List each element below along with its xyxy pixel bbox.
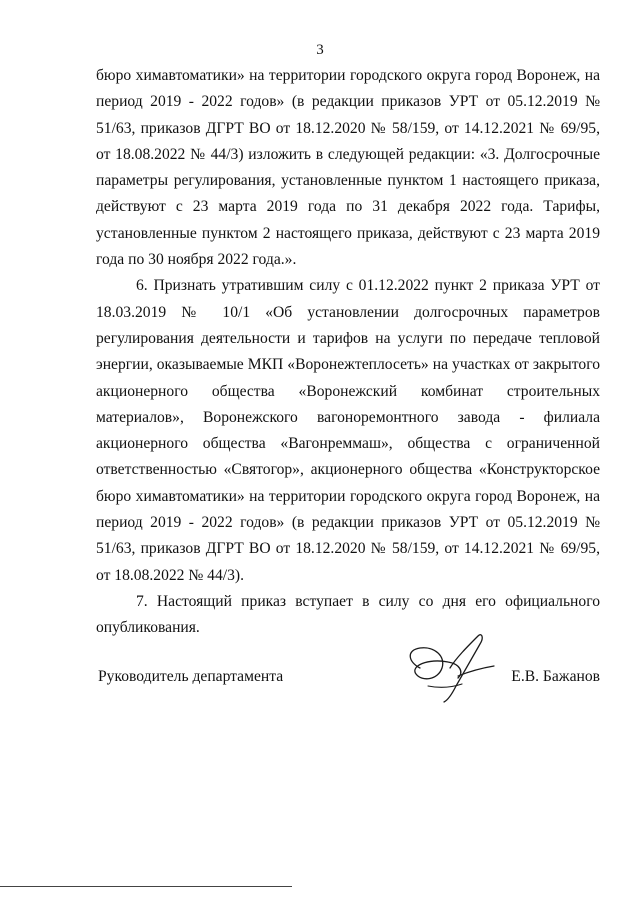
handwritten-signature-icon: [398, 628, 508, 708]
footer-rule: [0, 886, 292, 887]
signatory-title: Руководитель департамента: [98, 668, 284, 685]
paragraph-continuation: бюро химавтоматики» на территории городского округа город Воронеж, на период 2019 - 2022 годов» (в редакции приказов УРТ от 05.12.2019 № 51/63, приказов ДГРТ ВО от 18.12.2020 № 58/159, от 14.12.2021 № 69/95, от 18.08.2022 № 44/3) изложить в следующей редакции: «3. Долгосрочные параметры регулирования, установленные пунктом 1 настоящего приказа, действуют с 23 марта 2019 года по 31 декабря 2022 года. Тарифы, установленные пунктом 2 настоящего приказа, действуют с 23 марта 2019 года по 30 ноября 2022 года.».: [96, 67, 600, 269]
signatory-name: Е.В. Бажанов: [511, 668, 600, 685]
signature-block: [98, 668, 600, 698]
page-number: 3: [316, 42, 324, 58]
document-body: [96, 63, 600, 642]
paragraph-item-6: 6. Признать утратившим силу с 01.12.2022 пункт 2 приказа УРТ от 18.03.2019 № 10/1 «Об установлении долгосрочных параметров регулирования деятельности и тарифов на услуги по передаче тепловой энергии, оказываемые МКП «Воронежтеплосеть» на участках от закрытого акционерного общества «Воронежский комбинат строительных материалов», Воронежского вагоноремонтного завода - филиала акционерного общества «Вагонреммаш», общества с ограниченной ответственностью «Святогор», акционерного общества «Конструкторское бюро химавтоматики» на территории городского округа город Воронеж, на период 2019 - 2022 годов» (в редакции приказов УРТ от 05.12.2019 № 51/63, приказов ДГРТ ВО от 18.12.2020 № 58/159, от 14.12.2021 № 69/95, от 18.08.2022 № 44/3).: [96, 277, 600, 584]
paragraph-item-7: 7. Настоящий приказ вступает в силу со дня его официального опубликования.: [96, 592, 600, 637]
